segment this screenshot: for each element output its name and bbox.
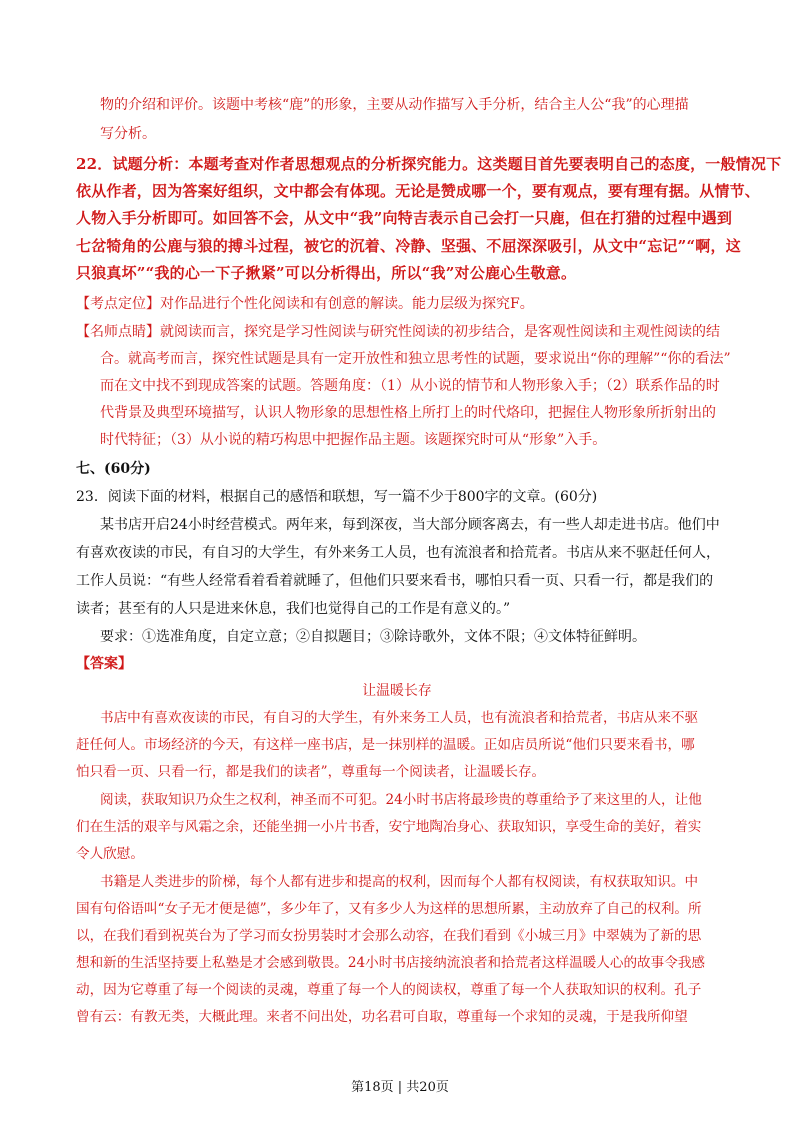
q22-line-5: 只狼真坏”“我的心一下子揪紧”可以分析得出，所以“我”对公鹿心生敬意。 xyxy=(76,264,577,282)
intro-line-1: 物的介绍和评价。该题中考核“鹿”的形象，主要从动作描写入手分析，结合主人公“我”的心理描 xyxy=(100,97,689,113)
intro-line-2: 写分析。 xyxy=(100,126,156,142)
essay-title: 让温暖长存 xyxy=(362,683,432,699)
essay-line-1: 书店中有喜欢夜读的市民，有自习的大学生，有外来务工人员，也有流浪者和拾荒者，书店从来不驱 xyxy=(100,710,699,726)
answer-label: 【答案】 xyxy=(76,656,132,672)
essay-line-10: 想和新的生活坚持要上私塾是才会感到敬畏。24小时书店接纳流浪者和拾荒者这样温暖人心的故事令我感 xyxy=(76,955,706,971)
kaodian-line: 【考点定位】对作品进行个性化阅读和有创意的解读。能力层级为探究F。 xyxy=(76,296,534,312)
essay-line-7: 书籍是人类进步的阶梯，每个人都有进步和提高的权利，因而每个人都有权阅读，有权获取知识。中 xyxy=(100,874,699,890)
q22-line-4: 七岔犄角的公鹿与狼的搏斗过程，被它的沉着、冷静、坚强、不屈深深吸引，从文中“忘记”“啊，这 xyxy=(76,237,741,255)
q23-material-4: 读者；甚至有的人只是进来休息，我们也觉得自己的工作是有意义的。” xyxy=(76,601,511,617)
q23-material-1: 某书店开启24小时经营模式。两年来，每到深夜，当大部分顾客离去，有一些人却走进书店。他们中 xyxy=(100,517,720,533)
essay-line-4: 阅读，获取知识乃众生之权利，神圣而不可犯。24小时书店将最珍贵的尊重给予了来这里的人，让他 xyxy=(100,792,702,808)
q22-line-2: 依从作者，因为答案好组织，文中都会有体现。无论是赞成哪一个，要有观点，要有理有据。从情节、 xyxy=(76,182,761,200)
essay-line-3: 怕只看一页、只看一行，都是我们的读者”，尊重每一个阅读者，让温暖长存。 xyxy=(76,764,546,780)
q23-requirements: 要求：①选准角度，自定立意；②自拟题目；③除诗歌外，文体不限；④文体特征鲜明。 xyxy=(100,629,646,645)
mingshi-line-2: 合。就高考而言，探究性试题是具有一定开放性和独立思考性的试题，要求说出“你的理解”“你的看法” xyxy=(100,351,731,367)
mingshi-line-3: 而在文中找不到现成答案的试题。答题角度：（1）从小说的情节和人物形象入手；（2）联系作品的时 xyxy=(100,378,720,394)
section-title: 七、(60分) xyxy=(76,461,151,477)
mingshi-line-1: 【名师点睛】就阅读而言，探究是学习性阅读与研究性阅读的初步结合，是客观性阅读和主观性阅读的结 xyxy=(76,324,720,340)
page-footer: 第18页 | 共20页 xyxy=(351,1080,449,1095)
essay-line-6: 令人欣慰。 xyxy=(76,846,144,862)
essay-line-5: 们在生活的艰辛与风霜之余，还能坐拥一小片书香，安宁地陶冶身心、获取知识，享受生命的美好，着实 xyxy=(76,819,702,835)
essay-line-2: 赶任何人。市场经济的今天，有这样一座书店，是一抹别样的温暖。正如店员所说“他们只要来看书，哪 xyxy=(76,737,695,753)
q23-material-3: 工作人员说：“有些人经常看着看着就睡了，但他们只要来看书，哪怕只看一页、只看一行，都是我们的 xyxy=(76,573,714,589)
essay-line-11: 动，因为它尊重了每一个阅读的灵魂，尊重了每一个人的阅读权，尊重了每一个人获取知识的权利。孔子 xyxy=(76,982,702,998)
q22-line-1: 22．试题分析：本题考查对作者思想观点的分析探究能力。这类题目首先要表明自己的态度，一般情况下 xyxy=(76,155,782,173)
q23-stem: 23．阅读下面的材料，根据自己的感悟和联想，写一篇不少于800字的文章。(60分) xyxy=(76,489,598,505)
mingshi-line-5: 时代特征；（3）从小说的精巧构思中把握作品主题。该题探究时可从“形象”入手。 xyxy=(100,432,607,448)
essay-line-9: 以，在我们看到祝英台为了学习而女扮男装时才会那么动容，在我们看到《小城三月》中翠姨为了新的思 xyxy=(76,928,702,944)
essay-line-8: 国有句俗语叫“女子无才便是德”，多少年了，又有多少人为这样的思想所累，主动放弃了自己的权利。所 xyxy=(76,901,702,917)
q23-material-2: 有喜欢夜读的市民，有自习的大学生，有外来务工人员，也有流浪者和拾荒者。书店从来不驱赶任何人， xyxy=(76,545,720,561)
mingshi-line-4: 代背景及典型环境描写，认识人物形象的思想性格上所打上的时代烙印，把握住人物形象所折射出的 xyxy=(100,405,716,421)
q22-line-3: 人物入手分析即可。如回答不会，从文中“我”向特吉表示自己会打一只鹿，但在打猎的过程中遇到 xyxy=(76,209,733,227)
essay-line-12: 曾有云：有教无类，大概此理。来者不问出处，功名君可自取，尊重每一个求知的灵魂，于是我所仰望 xyxy=(76,1009,688,1025)
